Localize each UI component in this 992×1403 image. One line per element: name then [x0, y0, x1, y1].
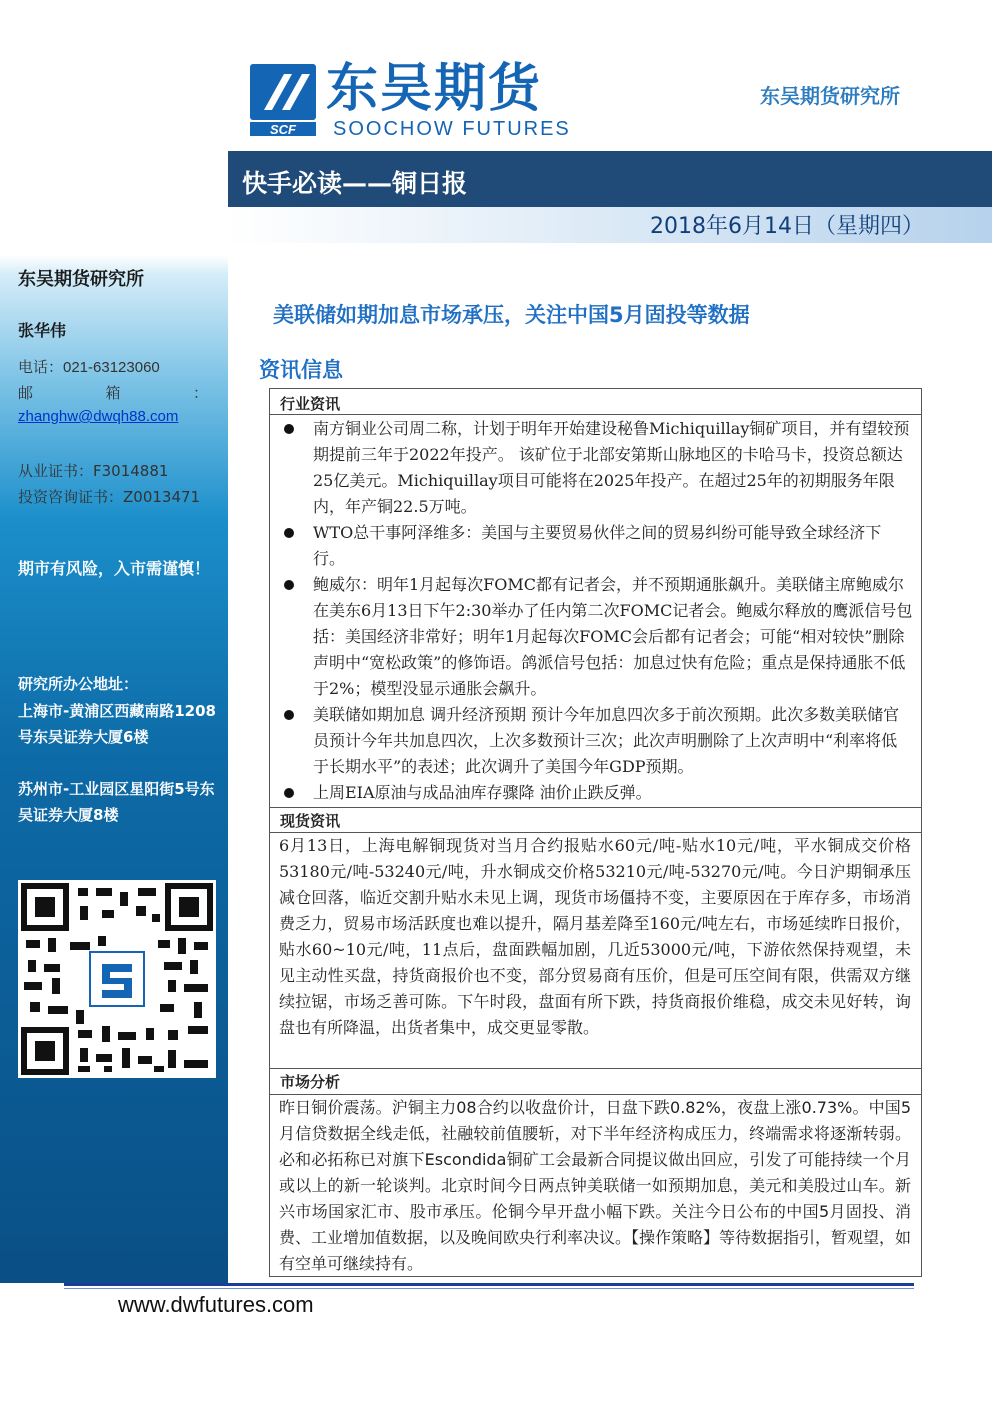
bullet-icon	[284, 580, 294, 590]
email-label	[18, 382, 208, 403]
bullet-icon	[284, 788, 294, 798]
email-label-char: 箱	[105, 384, 121, 402]
analyst-name: 张华伟	[18, 321, 67, 340]
analyst-email-link[interactable]: zhanghw@dwqh88.com	[18, 408, 179, 425]
industry-news-label: 行业资讯	[280, 395, 341, 413]
institute-name: 东吴期货研究所	[760, 84, 900, 108]
sidebar	[0, 0, 228, 1283]
scf-logo-icon	[248, 62, 324, 138]
brand-name-english: SOOCHOW FUTURES	[333, 118, 571, 140]
sidebar-title: 东吴期货研究所	[18, 269, 144, 290]
footer-rule-thin	[64, 1288, 914, 1289]
footer-rule	[64, 1283, 914, 1286]
report-date: 2018年6月14日（星期四）	[650, 214, 924, 239]
spot-news-label: 现货资讯	[280, 812, 341, 830]
email-label-char: 邮	[18, 384, 34, 402]
qr-code-icon	[18, 880, 216, 1078]
divider	[270, 1068, 921, 1069]
risk-warning: 期市有风险，入市需谨慎！	[18, 559, 211, 578]
email-label-char: ：	[192, 384, 208, 402]
spot-news-text: 6月13日，上海电解铜现货对当月合约报贴水60元/吨-贴水10元/吨，平水铜成交价格53180元/吨-53240元/吨，升水铜成交价格53210元/吨-53270元/吨。今日沪期铜承压减仓回落，临近交割升贴水未见上调，现货市场僵持不变，主要原因在于库存多，市场消费乏力，贸易市场活跃度也难以提升，隔月基差降至160元/吨左右，市场延续昨日报价，贴水60~10元/吨，11点后，盘面跌幅加剧，几近53000元/吨，下游依然保持观望，未见主动性买盘，持货商报价也不变，部分贸易商有压价，但是可压空间有限，供需双方继续拉锯，市场乏善可陈。下午时段，盘面有所下跌，持货商报价维稳，成交未见好转，询盘也有所降温，出货者集中，成交更显零散。	[279, 836, 911, 1037]
website-url[interactable]: www.dwfutures.com	[118, 1292, 314, 1317]
news-bullet-text: 美联储如期加息 调升经济预期 预计今年加息四次多于前次预期。此次多数美联储官员预计今年共加息四次，上次多数预计三次；此次声明删除了上次声明中“利率将低于长期水平”的表述；此次调升了美国今年GDP预期。	[313, 705, 900, 776]
news-bullet-text: WTO总干事阿泽维多：美国与主要贸易伙伴之间的贸易纠纷可能导致全球经济下行。	[313, 523, 882, 568]
news-bullet-text: 鲍威尔：明年1月起每次FOMC都有记者会，并不预期通胀飙升。美联储主席鲍威尔在美东6月13日下午2:30举办了任内第二次FOMC记者会。鲍威尔释放的鹰派信号包括：美国经济非常好；明年1月起每次FOMC会后都有记者会；可能“相对较快”删除声明中“宽松政策”的修饰语。鸽派信号包括：加息过快有危险；重点是保持通胀不低于2%；模型没显示通胀会飙升。	[313, 575, 913, 698]
news-bullet-text: 南方铜业公司周二称，计划于明年开始建设秘鲁Michiquillay铜矿项目，并有望较预期提前三年于2022年投产。 该矿位于北部安第斯山脉地区的卡哈马卡，投资总额达25亿美元。Michiquillay项目可能将在2025年投产。在超过25年的初期服务年限内，年产铜22.5万吨。	[313, 419, 910, 516]
bullet-icon	[284, 528, 294, 538]
divider	[270, 414, 921, 415]
address-shanghai: 上海市-黄浦区西藏南路1208号东吴证券大厦6楼	[18, 702, 216, 746]
market-analysis-text: 昨日铜价震荡。沪铜主力08合约以收盘价计，日盘下跌0.82%，夜盘上涨0.73%。中国5月信贷数据全线走低，社融较前值腰斩，对下半年经济构成压力，终端需求将逐渐转弱。必和必拓称已对旗下Escondida铜矿工会最新合同提议做出回应，引发了可能持续一个月或以上的新一轮谈判。北京时间今日两点钟美联储一如预期加息，美元和美股过山车。新兴市场国家汇市、股市承压。伦铜今早开盘小幅下跌。关注今日公布的中国5月固投、消费、工业增加值数据，以及晚间欧央行利率决议。【操作策略】等待数据指引，暂观望，如有空单可继续持有。	[279, 1098, 912, 1273]
advisory-certificate: 投资咨询证书：Z0013471	[18, 488, 201, 506]
section-title: 资讯信息	[259, 358, 343, 382]
bullet-icon	[284, 710, 294, 720]
brand-name-chinese: 东吴期货	[326, 59, 543, 119]
address-suzhou: 苏州市-工业园区星阳街5号东吴证券大厦8楼	[18, 780, 215, 824]
practice-certificate: 从业证书：F3014881	[18, 462, 169, 480]
analyst-phone: 电话：021-63123060	[18, 359, 160, 376]
news-bullet-text: 上周EIA原油与成品油库存骤降 油价止跌反弹。	[313, 783, 652, 802]
report-title: 快手必读——铜日报	[242, 169, 468, 198]
logo-mark-text: SCF	[270, 122, 296, 137]
address-heading: 研究所办公地址：	[18, 675, 139, 693]
news-table	[269, 388, 922, 1277]
market-analysis-label: 市场分析	[280, 1073, 341, 1091]
bullet-icon	[284, 424, 294, 434]
divider	[270, 807, 921, 808]
report-headline: 美联储如期加息市场承压，关注中国5月固投等数据	[273, 303, 750, 327]
